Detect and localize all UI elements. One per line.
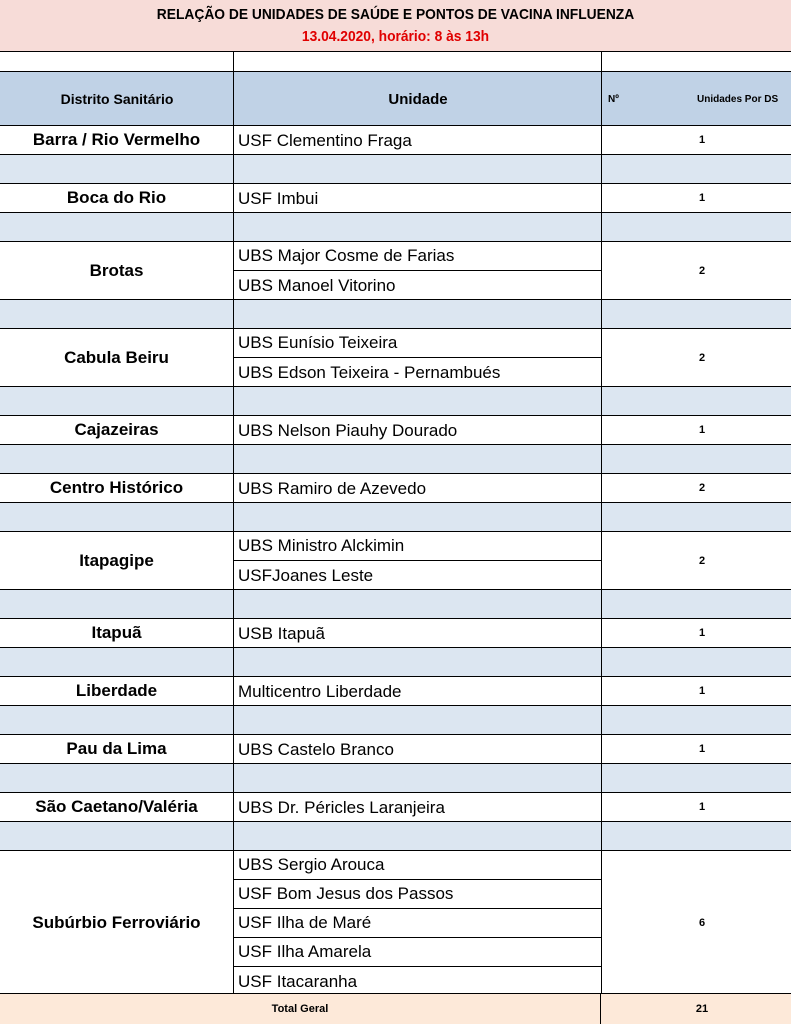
unit-name: USB Itapuã bbox=[238, 623, 325, 643]
table-row bbox=[0, 416, 791, 445]
unit-list bbox=[234, 474, 602, 502]
unit-count: 2 bbox=[698, 554, 706, 567]
table-row bbox=[0, 793, 791, 822]
district-name: Itapagipe bbox=[0, 532, 234, 589]
unit-list bbox=[234, 329, 602, 386]
unit-name: UBS Castelo Branco bbox=[238, 739, 394, 759]
table-row bbox=[0, 126, 791, 155]
total-row bbox=[0, 993, 791, 1024]
separator-row bbox=[0, 822, 791, 851]
separator-row bbox=[0, 648, 791, 677]
unit-count: 1 bbox=[698, 627, 706, 639]
unit-list bbox=[234, 416, 602, 444]
unit-name: USF Ilha Amarela bbox=[234, 938, 601, 967]
unit-name: UBS Nelson Piauhy Dourado bbox=[238, 420, 458, 440]
district-name: São Caetano/Valéria bbox=[0, 793, 234, 821]
unit-list bbox=[234, 532, 602, 589]
unit-name: USFJoanes Leste bbox=[238, 565, 374, 585]
unit-count: 1 bbox=[698, 685, 706, 697]
table-row bbox=[0, 474, 791, 503]
header-numero: Nº bbox=[608, 93, 619, 105]
separator-row bbox=[0, 387, 791, 416]
separator-row bbox=[0, 503, 791, 532]
table-row bbox=[0, 735, 791, 764]
table-row bbox=[0, 329, 791, 387]
unit-count: 1 bbox=[698, 801, 706, 813]
district-name: Brotas bbox=[0, 242, 234, 299]
separator-row bbox=[0, 445, 791, 474]
unit-list bbox=[234, 184, 602, 212]
district-name: Pau da Lima bbox=[0, 735, 234, 763]
unit-name: UBS Dr. Péricles Laranjeira bbox=[238, 797, 445, 817]
unit-name: UBS Ministro Alckimin bbox=[234, 532, 601, 561]
separator-row bbox=[0, 300, 791, 329]
unit-list bbox=[234, 242, 602, 299]
unit-list bbox=[234, 126, 602, 154]
district-name: Liberdade bbox=[0, 677, 234, 705]
unit-name: UBS Ramiro de Azevedo bbox=[238, 478, 427, 498]
unit-list bbox=[234, 735, 602, 763]
separator-row bbox=[0, 764, 791, 793]
unit-name: UBS Edson Teixeira - Pernambués bbox=[238, 362, 501, 382]
district-name: Boca do Rio bbox=[0, 184, 234, 212]
report-date: 13.04.2020, horário: 8 às 13h bbox=[301, 28, 490, 45]
table-header bbox=[0, 72, 791, 126]
column-divider bbox=[233, 52, 234, 72]
separator-row bbox=[0, 706, 791, 735]
table-row bbox=[0, 532, 791, 590]
unit-list bbox=[234, 851, 602, 995]
report-title: RELAÇÃO DE UNIDADES DE SAÚDE E PONTOS DE VACINA INFLUENZA bbox=[156, 6, 635, 23]
district-name: Cabula Beiru bbox=[0, 329, 234, 386]
table-row bbox=[0, 184, 791, 213]
separator-row bbox=[0, 213, 791, 242]
header-unidade: Unidade bbox=[388, 90, 448, 108]
unit-count: 1 bbox=[698, 192, 706, 204]
table-row bbox=[0, 677, 791, 706]
unit-name: USF Ilha de Maré bbox=[234, 909, 601, 938]
district-name: Barra / Rio Vermelho bbox=[0, 126, 234, 154]
unit-name: Multicentro Liberdade bbox=[238, 681, 402, 701]
table-body bbox=[0, 126, 791, 996]
separator-row bbox=[0, 590, 791, 619]
district-name: Centro Histórico bbox=[0, 474, 234, 502]
district-name: Cajazeiras bbox=[0, 416, 234, 444]
table-row bbox=[0, 851, 791, 996]
total-value: 21 bbox=[695, 1003, 709, 1015]
unit-name: USF Imbui bbox=[238, 188, 319, 208]
unit-list bbox=[234, 793, 602, 821]
column-divider bbox=[601, 52, 602, 72]
unit-name: USF Itacaranha bbox=[238, 971, 358, 991]
unit-name: UBS Major Cosme de Farias bbox=[234, 242, 601, 271]
unit-count: 1 bbox=[698, 134, 706, 146]
unit-count: 2 bbox=[698, 264, 706, 277]
separator-row bbox=[0, 155, 791, 184]
unit-name: UBS Manoel Vitorino bbox=[238, 275, 396, 295]
unit-count: 2 bbox=[698, 351, 706, 364]
unit-count: 1 bbox=[698, 424, 706, 436]
blank-row bbox=[0, 52, 791, 72]
unit-count: 2 bbox=[698, 482, 706, 494]
total-label: Total Geral bbox=[0, 994, 601, 1024]
column-divider bbox=[601, 72, 602, 126]
table-row bbox=[0, 619, 791, 648]
unit-name: UBS Sergio Arouca bbox=[234, 851, 601, 880]
unit-name: USF Clementino Fraga bbox=[238, 130, 412, 150]
header-unidades-por-ds: Unidades Por DS bbox=[697, 93, 779, 105]
unit-name: USF Bom Jesus dos Passos bbox=[234, 880, 601, 909]
unit-count: 1 bbox=[698, 743, 706, 755]
header-distrito: Distrito Sanitário bbox=[60, 91, 174, 107]
unit-name: UBS Eunísio Teixeira bbox=[234, 329, 601, 358]
unit-list bbox=[234, 677, 602, 705]
column-divider bbox=[233, 72, 234, 126]
district-name: Subúrbio Ferroviário bbox=[0, 851, 234, 995]
table-row bbox=[0, 242, 791, 300]
title-box bbox=[0, 0, 791, 52]
unit-list bbox=[234, 619, 602, 647]
unit-count: 6 bbox=[698, 917, 706, 929]
district-name: Itapuã bbox=[0, 619, 234, 647]
